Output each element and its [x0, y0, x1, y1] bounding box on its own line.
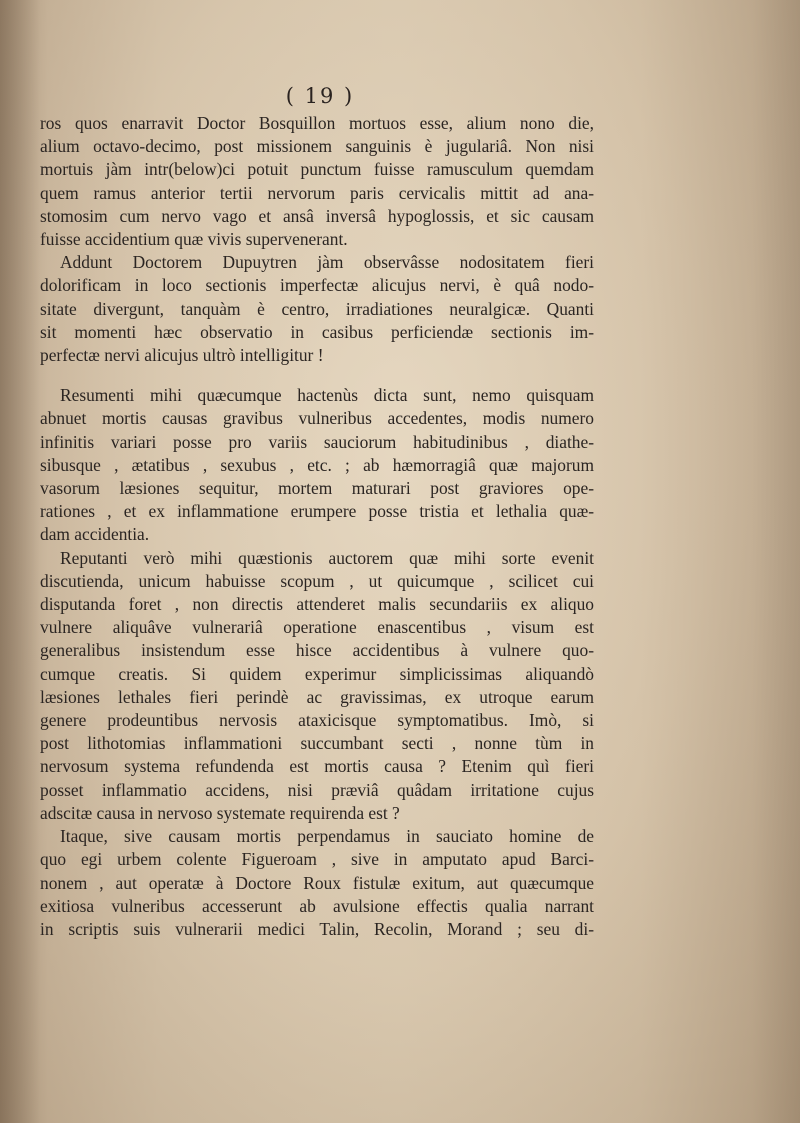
paragraph-gap — [40, 367, 594, 384]
text-line: disputanda foret , non directis attenderet malis secundariis ex aliquo — [40, 594, 594, 615]
text-line: perfectæ nervi alicujus ultrò intelligitur ! — [40, 345, 324, 366]
text-line: alium octavo-decimo, post missionem sanguinis è jugulariâ. Non nisi — [40, 136, 594, 157]
text-line: nervosum systema refundenda est mortis causa ? Etenim quì fieri — [40, 756, 594, 777]
paragraph — [40, 825, 594, 941]
text-line: posset inflammatio accidens, nisi præviâ quâdam irritatione cujus — [40, 779, 594, 800]
text-line: dolorificam in loco sectionis imperfectæ alicujus nervi, è quâ nodo- — [40, 275, 594, 296]
text-line: exitiosa vulneribus accesserunt ab avulsione effectis qualia narrant — [40, 895, 594, 916]
text-line: dam accidentia. — [40, 524, 150, 545]
text-line: abnuet mortis causas gravibus vulneribus accedentes, modis numero — [40, 408, 594, 429]
text-line: genere prodeuntibus nervosis ataxicisque symptomatibus. Imò, si — [40, 710, 594, 731]
text-line: stomosim cum nervo vago et ansâ inversâ hypoglossis, et sic causam — [40, 205, 594, 226]
text-line: post lithotomias inflammationi succumbant secti , nonne tùm in — [40, 733, 594, 754]
text-line: discutienda, unicum habuisse scopum , ut quicumque , scilicet cui — [40, 570, 594, 591]
paragraph — [40, 112, 594, 251]
text-line: læsiones lethales fieri perindè ac gravissimas, ex utroque earum — [40, 686, 594, 707]
body-text — [40, 112, 594, 941]
text-line: nonem , aut operatæ à Doctore Roux fistulæ exitum, aut quæcumque — [40, 872, 594, 893]
text-line: sibusque , ætatibus , sexubus , etc. ; ab hæmorragiâ quæ majorum — [40, 454, 594, 475]
text-line: vasorum læsiones sequitur, mortem maturari post graviores ope- — [40, 478, 594, 499]
text-line: cumque creatis. Si quidem experimur simplicissimas aliquandò — [40, 663, 594, 684]
text-line: Itaque, sive causam mortis perpendamus in sauciato homine de — [60, 826, 594, 847]
text-line: quo egi urbem colente Figueroam , sive in amputato apud Barci- — [40, 849, 594, 870]
text-line: adscitæ causa in nervoso systemate requirenda est ? — [40, 802, 400, 823]
text-line: Reputanti verò mihi quæstionis auctorem quæ mihi sorte evenit — [60, 547, 594, 568]
page-number: ( 19 ) — [285, 84, 355, 108]
page-spine-shadow — [0, 0, 40, 1123]
text-line: sitate divergunt, tanquàm è centro, irradiationes neuralgicæ. Quanti — [40, 298, 594, 319]
paragraph — [40, 251, 594, 367]
paragraph — [40, 547, 594, 825]
text-line: sit momenti hæc observatio in casibus perficiendæ sectionis im- — [40, 321, 594, 342]
text-line: in scriptis suis vulnerarii medici Talin, Recolin, Morand ; seu di- — [40, 918, 594, 939]
text-line: rationes , et ex inflammatione erumpere posse tristia et lethalia quæ- — [40, 501, 594, 522]
text-line: mortuis jàm intr(below)ci potuit punctum fuisse ramusculum quemdam — [40, 159, 594, 180]
text-line: generalibus insistendum esse hisce accidentibus à vulnere quo- — [40, 640, 594, 661]
text-line: quem ramus anterior tertii nervorum paris cervicalis mittit ad ana- — [40, 182, 594, 203]
text-line: vulnere aliquâve vulnerariâ operatione enascentibus , visum est — [40, 617, 594, 638]
paragraph — [40, 384, 594, 546]
text-line: fuisse accidentium quæ vivis supervenerant. — [40, 229, 348, 250]
text-line: Resumenti mihi quæcumque hactenùs dicta sunt, nemo quisquam — [60, 385, 594, 406]
text-line: ros quos enarravit Doctor Bosquillon mortuos esse, alium nono die, — [40, 113, 594, 133]
text-line: Addunt Doctorem Dupuytren jàm observâsse nodositatem fieri — [60, 252, 594, 273]
text-line: infinitis variari posse pro variis sauciorum habitudinibus , diathe- — [40, 431, 594, 452]
